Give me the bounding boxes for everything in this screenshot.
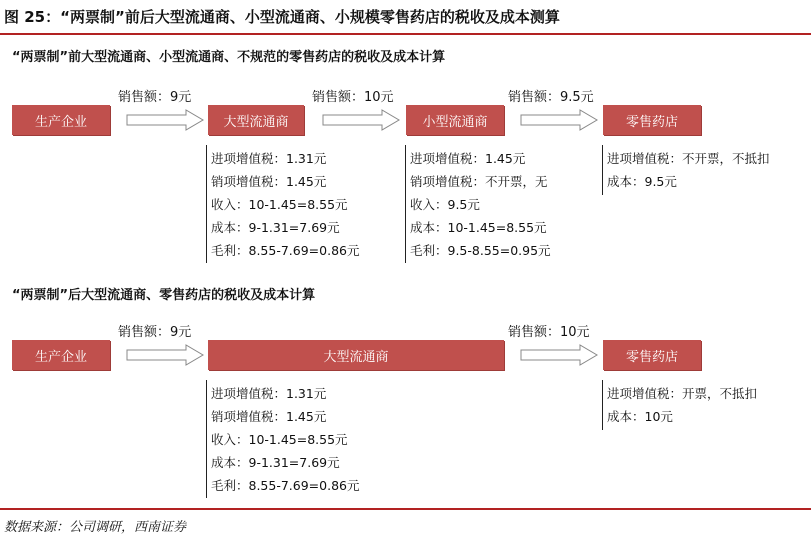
after-node-large-distributor: 大型流通商 (208, 340, 504, 370)
after-retail-bracket (602, 380, 603, 430)
after-large-line: 毛利：8.55-7.69=0.86元 (211, 478, 360, 493)
after-large-bracket (206, 380, 207, 498)
after-retail-line: 进项增值税：开票，不抵扣 (607, 386, 758, 401)
before-small-info (410, 147, 551, 262)
after-retail-info (607, 382, 757, 428)
figure-source: 数据来源：公司调研，西南证券 (4, 520, 187, 535)
before-arrow-1 (126, 109, 204, 131)
before-price-1: 销售额：9元 (118, 90, 192, 105)
after-arrow-1 (126, 344, 204, 366)
before-small-line: 进项增值税：1.45元 (410, 151, 526, 166)
before-node-large-distributor: 大型流通商 (208, 105, 304, 135)
after-arrow-2 (520, 344, 598, 366)
before-large-line: 毛利：8.55-7.69=0.86元 (211, 243, 360, 258)
before-price-3: 销售额：9.5元 (508, 90, 594, 105)
footer-divider (0, 508, 811, 510)
before-retail-bracket (602, 145, 603, 195)
figure-title: 图 25：“两票制”前后大型流通商、小型流通商、小规模零售药店的税收及成本测算 (4, 8, 560, 26)
before-small-line: 销项增值税：不开票，无 (410, 174, 548, 189)
after-price-1: 销售额：9元 (118, 325, 192, 340)
after-section-title: “两票制”后大型流通商、零售药店的税收及成本计算 (12, 288, 316, 303)
before-node-small-distributor: 小型流通商 (406, 105, 504, 135)
after-node-manufacturer: 生产企业 (12, 340, 110, 370)
after-node-retail-pharmacy: 零售药店 (603, 340, 701, 370)
before-large-line: 收入：10-1.45=8.55元 (211, 197, 348, 212)
after-large-line: 成本：9-1.31=7.69元 (211, 455, 340, 470)
before-small-line: 收入：9.5元 (410, 197, 480, 212)
before-section-title: “两票制”前大型流通商、小型流通商、不规范的零售药店的税收及成本计算 (12, 50, 446, 65)
after-price-2: 销售额：10元 (508, 325, 590, 340)
after-large-line: 进项增值税：1.31元 (211, 386, 327, 401)
before-arrow-3 (520, 109, 598, 131)
title-divider (0, 33, 811, 35)
before-arrow-2 (322, 109, 400, 131)
before-large-line: 成本：9-1.31=7.69元 (211, 220, 340, 235)
after-retail-line: 成本：10元 (607, 409, 673, 424)
before-node-retail-pharmacy: 零售药店 (603, 105, 701, 135)
before-small-line: 毛利：9.5-8.55=0.95元 (410, 243, 551, 258)
before-small-line: 成本：10-1.45=8.55元 (410, 220, 547, 235)
after-large-line: 收入：10-1.45=8.55元 (211, 432, 348, 447)
before-small-bracket (405, 145, 406, 263)
before-retail-line: 进项增值税：不开票，不抵扣 (607, 151, 770, 166)
before-node-manufacturer: 生产企业 (12, 105, 110, 135)
before-retail-line: 成本：9.5元 (607, 174, 677, 189)
before-large-bracket (206, 145, 207, 263)
before-large-info (211, 147, 359, 262)
before-large-line: 进项增值税：1.31元 (211, 151, 327, 166)
before-price-2: 销售额：10元 (312, 90, 394, 105)
before-large-line: 销项增值税：1.45元 (211, 174, 327, 189)
after-large-info (211, 382, 359, 497)
after-large-line: 销项增值税：1.45元 (211, 409, 327, 424)
before-retail-info (607, 147, 770, 193)
